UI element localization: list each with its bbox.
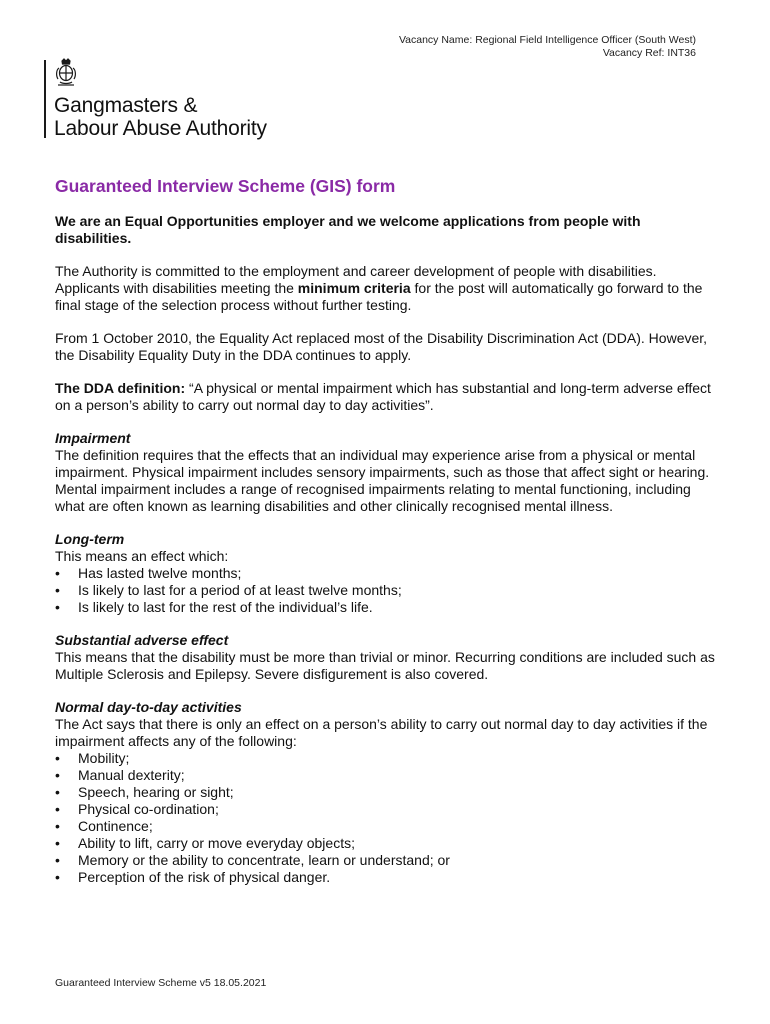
normal-activities-text: The Act says that there is only an effect on a person’s ability to carry out normal day to day activities if the impairment affects any of the following: <box>55 716 708 749</box>
long-term-list <box>55 565 715 616</box>
list-item: • Manual dexterity; <box>55 767 715 784</box>
page-footer: Guaranteed Interview Scheme v5 18.05.2021 <box>55 977 267 989</box>
royal-crest-icon <box>54 58 78 88</box>
list-item: • Is likely to last for the rest of the individual’s life. <box>55 599 715 616</box>
long-term-heading: Long-term <box>55 531 125 547</box>
commitment-text-start: The Authority is committed to the employment and career development of people with disabilities. Applicants with disabilities meeting the <box>55 263 657 296</box>
dda-definition-text: “A physical or mental impairment which has substantial and long-term adverse effect on a person’s ability to carry out normal day to day activities”. <box>55 380 711 413</box>
vacancy-info <box>399 34 696 60</box>
list-item: • Perception of the risk of physical danger. <box>55 869 715 886</box>
impairment-text: The definition requires that the effects that an individual may experience arise from a physical or mental impairment. Physical impairment includes sensory impairments, such as those that affect sight or hearing. Mental impairment includes a range of recognised impairments relating to mental functioning, including what are often known as learning disabilities and other clinically recognised mental illness. <box>55 447 710 514</box>
impairment-heading: Impairment <box>55 430 131 446</box>
list-item: • Continence; <box>55 818 715 835</box>
page-title: Guaranteed Interview Scheme (GIS) form <box>55 176 396 196</box>
list-item: • Has lasted twelve months; <box>55 565 715 582</box>
list-item: • Physical co-ordination; <box>55 801 715 818</box>
vacancy-name: Vacancy Name: Regional Field Intelligence Officer (South West) <box>398 34 696 46</box>
normal-activities-list <box>55 750 715 886</box>
long-term-text: This means an effect which: <box>55 548 229 564</box>
intro-statement: We are an Equal Opportunities employer and we welcome applications from people with disabilities. <box>55 213 641 246</box>
list-item: • Speech, hearing or sight; <box>55 784 715 801</box>
dda-definition-label: The DDA definition: <box>55 380 186 396</box>
long-term-section <box>55 531 715 616</box>
substantial-heading: Substantial adverse effect <box>55 632 229 648</box>
dda-definition-paragraph <box>55 380 715 414</box>
substantial-section <box>55 632 715 683</box>
minimum-criteria-text: minimum criteria <box>297 280 411 296</box>
vacancy-ref: Vacancy Ref: INT36 <box>602 47 696 59</box>
commitment-paragraph <box>55 263 715 314</box>
substantial-text: This means that the disability must be more than trivial or minor. Recurring conditions are included such as Multiple Sclerosis and Epilepsy. Severe disfigurement is also covered. <box>55 649 715 682</box>
list-item: • Memory or the ability to concentrate, learn or understand; or <box>55 852 715 869</box>
commitment-text-end: for the post will automatically go forward to the final stage of the selection process without further testing. <box>55 280 703 313</box>
normal-activities-section <box>55 699 715 886</box>
logo-line-1: Gangmasters & <box>54 94 198 117</box>
logo-line-2: Labour Abuse Authority <box>54 117 267 140</box>
list-item: • Is likely to last for a period of at least twelve months; <box>55 582 715 599</box>
list-item: • Ability to lift, carry or move everyday objects; <box>55 835 715 852</box>
normal-activities-heading: Normal day-to-day activities <box>55 699 242 715</box>
impairment-section <box>55 430 715 515</box>
document-body <box>55 178 715 902</box>
logo-divider <box>44 60 46 138</box>
logo-wordmark <box>54 94 267 140</box>
equality-act-paragraph: From 1 October 2010, the Equality Act replaced most of the Disability Discrimination Act (DDA). However, the Disability Equality Duty in the DDA continues to apply. <box>55 330 708 363</box>
list-item: • Mobility; <box>55 750 715 767</box>
